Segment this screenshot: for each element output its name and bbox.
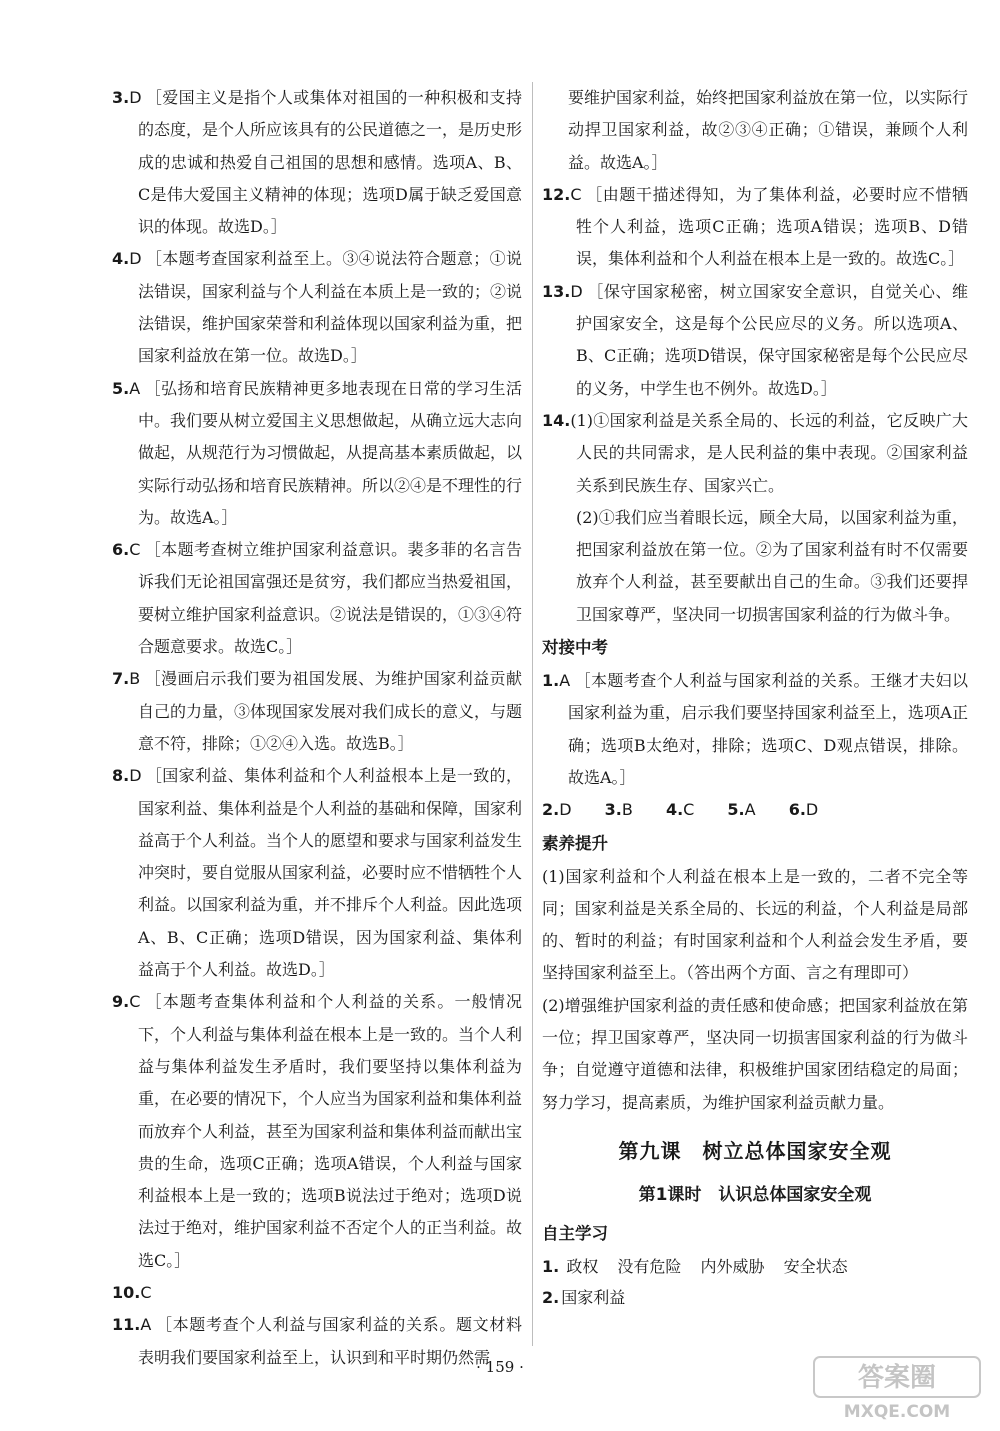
watermark-top-text: 答案圈 <box>857 1363 937 1393</box>
answer-item-14-part1: 14.(1)①国家利益是关系全局的、长远的利益，它反映广大人民的共同需求，是人民利益的集中表现。②国家利益关系到民族生存、国家兴亡。 <box>542 410 968 495</box>
answer-item-12: 12.C ［由题干描述得知，为了集体利益，必要时应不惜牺牲个人利益，选项C正确；选项A错误；选项B、D错误，集体利益和个人利益在根本上是一致的。故选C。］ <box>542 184 968 269</box>
short-answer: 5.A <box>727 800 756 820</box>
answer-item-7: 7.B ［漫画启示我们要为祖国发展、为维护国家利益贡献自己的力量，③体现国家发展对我们成长的意义，与题意不符，排除；①②④入选。故选B。］ <box>112 669 523 753</box>
short-answer: 6.D <box>788 800 819 820</box>
watermark-bottom-text: MXQE.COM <box>843 1402 951 1422</box>
right-column <box>542 82 968 1313</box>
answer-item-11-continued: 要维护国家利益，始终把国家利益放在第一位，以实际行动捍卫国家利益，故②③④正确；①错误，兼顾个人利益。故选A。］ <box>568 88 969 172</box>
suyang-paragraph-2: (2)增强维护国家利益的责任感和使命感；把国家利益放在第一位；捍卫国家尊严，坚决同一切损害国家利益的行为做斗争；自觉遵守道德和法律，积极维护国家团结稳定的局面；努力学习，提高素质，为维护国家利益贡献力量。 <box>542 995 968 1112</box>
section-heading-duijie: 对接中考 <box>542 638 608 658</box>
answer-item-11: 11.A ［本题考查个人利益与国家利益的关系。题文材料表明我们要国家利益至上，认识到和平时期仍然需 <box>112 1315 522 1367</box>
answer-item-5: 5.A ［弘扬和培育民族精神更多地表现在日常的学习生活中。我们要从树立爱国主义思想做起，从确立远大志向做起，从规范行为习惯做起，从提高基本素质做起，以实际行动弘扬和培育民族精神。所以②④是不理性的行为。故选A。］ <box>112 378 523 527</box>
page-number: · 159 · <box>476 1358 524 1376</box>
answer-item-9: 9.C ［本题考查集体利益和个人利益的关系。一般情况下，个人利益与集体利益在根本上是一致的。当个人利益与集体利益发生矛盾时，我们要坚持以集体利益为重，在必要的情况下，个人应当为国家利益和集体利益而放弃个人利益，甚至为国家利益和集体利益而献出宝贵的生命，选项C正确；选项A错误，个人利益与国家利益根本上是一致的；选项B说法过于绝对；选项D说法过于绝对，维护国家利益不否定个人的正当利益。故选C。］ <box>112 992 523 1270</box>
answer-item-3: 3.D ［爱国主义是指个人或集体对祖国的一种积极和支持的态度，是个人所应该具有的公民道德之一，是历史形成的忠诚和热爱自己祖国的思想和感情。选项A、B、C是伟大爱国主义精神的体现；选项D属于缺乏爱国意识的体现。故选D。］ <box>112 88 523 237</box>
lesson-title: 第九课 树立总体国家安全观 <box>618 1138 892 1163</box>
period-title: 第1课时 认识总体国家安全观 <box>638 1184 872 1205</box>
column-divider <box>532 82 533 1346</box>
answer-item-8: 8.D ［国家利益、集体利益和个人利益根本上是一致的，国家利益、集体利益是个人利益的基础和保障，国家利益高于个人利益。当个人的愿望和要求与国家利益发生冲突时，要自觉服从国家利益，必要时应不惜牺牲个人利益。以国家利益为重，并不排斥个人利益。因此选项A、B、C正确；选项D错误，因为国家利益、集体利益高于个人利益。故选D。］ <box>112 766 523 980</box>
left-column <box>112 82 522 1374</box>
section-heading-suyang: 素养提升 <box>542 833 608 853</box>
zizhu-row-1: 1. 政权 没有危险 内外威胁 安全状态 <box>542 1256 848 1276</box>
duijie-short-answers <box>542 794 968 826</box>
section-heading-zizhu: 自主学习 <box>542 1223 608 1243</box>
answer-item-14-part2: (2)①我们应当着眼长远，顾全大局，以国家利益为重，把国家利益放在第一位。②为了国家利益有时不仅需要放弃个人利益，甚至要献出自己的生命。③我们还要捍卫国家尊严，坚决同一切损害国家利益的行为做斗争。 <box>576 507 968 624</box>
suyang-paragraph-1: (1)国家利益和个人利益在根本上是一致的，二者不完全等同；国家利益是关系全局的、长远的利益，个人利益是局部的、暂时的利益；有时国家利益和个人利益会发生矛盾，要坚持国家利益至上。（答出两个方面、言之有理即可） <box>542 866 968 983</box>
answer-item-4: 4.D ［本题考查国家利益至上。③④说法符合题意；①说法错误，国家利益与个人利益在本质上是一致的；②说法错误，维护国家荣誉和利益体现以国家利益为重，把国家利益放在第一位。故选D。］ <box>112 249 523 366</box>
watermark-logo <box>812 1353 982 1423</box>
answer-item-6: 6.C ［本题考查树立维护国家利益意识。裴多菲的名言告诉我们无论祖国富强还是贫穷，我们都应当热爱祖国，要树立维护国家利益意识。②说法是错误的，①③④符合题意要求。故选C。］ <box>112 540 523 657</box>
answer-item-13: 13.D ［保守国家秘密，树立国家安全意识，自觉关心、维护国家安全，这是每个公民应尽的义务。所以选项A、B、C正确；选项D错误，保守国家秘密是每个公民应尽的义务，中学生也不例外。故选D。］ <box>542 281 968 398</box>
zizhu-row-2: 2. 国家利益 <box>542 1287 626 1307</box>
short-answer: 2.D <box>542 800 572 820</box>
short-answer: 4.C <box>665 800 695 820</box>
duijie-item-1: 1.A ［本题考查个人利益与国家利益的关系。王继才夫妇以国家利益为重，启示我们要坚持国家利益至上，选项A正确；选项B太绝对，排除；选项C、D观点错误，排除。故选A。］ <box>542 671 968 787</box>
short-answer: 3.B <box>604 800 633 820</box>
answer-item-10: 10.C <box>112 1282 152 1302</box>
